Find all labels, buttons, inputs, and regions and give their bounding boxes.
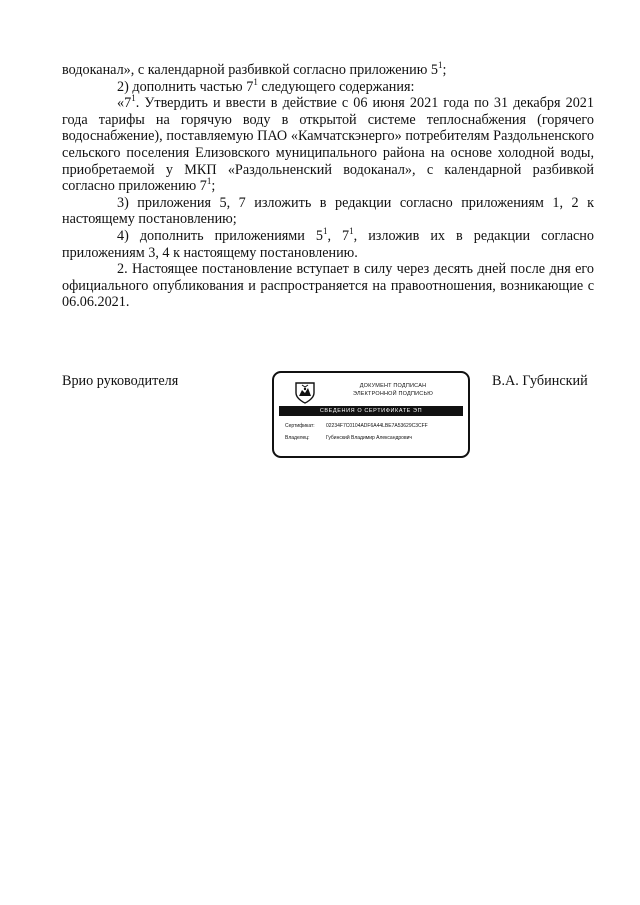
signatory-position: Врио руководителя	[62, 373, 179, 389]
paragraph-item-3: 3) приложения 5, 7 изложить в редакции согласно приложениям 1, 2 к настоящему постановлению;	[62, 194, 594, 228]
signatory-name: В.А. Губинский	[492, 373, 588, 389]
paragraph-continuation: водоканал», с календарной разбивкой согласно приложению $5^1$;	[62, 60, 447, 78]
stamp-header: ДОКУМЕНТ ПОДПИСАН ЭЛЕКТРОННОЙ ПОДПИСЬЮ	[352, 383, 434, 397]
paragraph-2: 2. Настоящее постановление вступает в силу через десять дней после дня его официального опубликования и распространяется на правоотношения, возникающие с 06.06.2021.	[62, 261, 594, 311]
stamp-certificate-row: Сертификат: 02234F7C0104ADF6A44LBE7A53629C3CFF	[285, 423, 428, 429]
stamp-owner-row: Владелец: Губинский Владимир Александрович	[285, 435, 413, 441]
electronic-signature-stamp	[272, 371, 470, 458]
paragraph-item-4: 4) дополнить приложениями $5^1$, $7^1$, изложив их в редакции согласно приложениям 3, 4 к настоящему постановлению.	[62, 225, 594, 261]
document-body	[62, 62, 594, 311]
stamp-certificate-bar: СВЕДЕНИЯ О СЕРТИФИКАТЕ ЭП	[279, 406, 463, 416]
paragraph-quote: «$7^1$. Утвердить и ввести в действие с 06 июня 2021 года по 31 декабря 2021 года тарифы на горячую воду в открытой системе теплоснабжения (горячего водоснабжение), поставляемую ПАО «Камчатскэнерго» потребителям Раздольненского сельского поселения Елизовского муниципального района на основе холодной воды, приобретаемой у МКП «Раздольненский водоканал», с календарной разбивкой согласно приложению $7^1$;	[62, 93, 594, 195]
coat-of-arms-icon	[294, 380, 316, 404]
paragraph-item-2: 2) дополнить частью $7^1$ следующего содержания:	[117, 76, 415, 95]
